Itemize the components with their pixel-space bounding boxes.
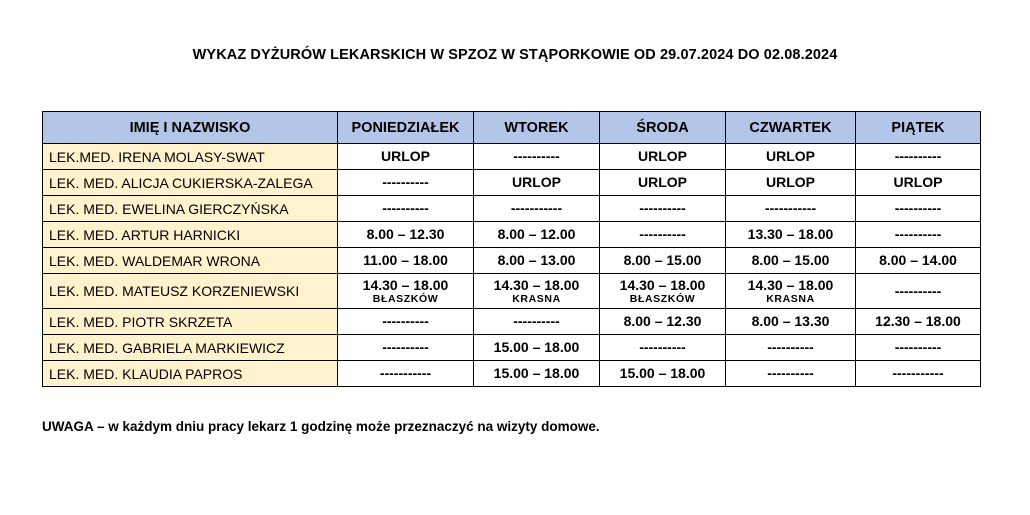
column-header-name: IMIĘ I NAZWISKO <box>43 112 338 144</box>
duty-cell <box>856 309 981 335</box>
duty-hours: 15.00 – 18.00 <box>493 339 580 355</box>
duty-cell <box>474 170 600 196</box>
duty-cell <box>474 196 600 222</box>
duty-hours: URLOP <box>512 174 561 190</box>
table-row <box>43 196 981 222</box>
duty-location: KRASNA <box>512 292 561 305</box>
duty-hours: 8.00 – 13.00 <box>497 252 576 268</box>
note-text: UWAGA – w każdym dniu pracy lekarz 1 godzinę może przeznaczyć na wizyty domowe. <box>42 419 600 434</box>
duty-hours: ---------- <box>894 282 942 299</box>
doctor-name-cell: LEK. MED. PIOTR SKRZETA <box>43 309 338 335</box>
duty-cell <box>474 361 600 387</box>
duty-hours: ---------- <box>894 148 942 164</box>
duty-hours: 8.00 – 13.30 <box>751 313 830 329</box>
duty-hours: ----------- <box>379 365 432 381</box>
duty-hours: 8.00 – 12.30 <box>623 313 702 329</box>
duty-hours: 14.30 – 18.00 <box>747 276 834 293</box>
duty-cell <box>726 222 856 248</box>
duty-cell <box>600 361 726 387</box>
table-row <box>43 144 981 170</box>
duty-cell <box>856 144 981 170</box>
duty-cell <box>474 335 600 361</box>
duty-cell <box>856 361 981 387</box>
table-row <box>43 361 981 387</box>
duty-hours: URLOP <box>638 148 687 164</box>
doctor-name-cell: LEK. MED. WALDEMAR WRONA <box>43 248 338 274</box>
duty-hours: 13.30 – 18.00 <box>747 226 834 242</box>
duty-cell <box>338 361 474 387</box>
duty-cell <box>726 274 856 309</box>
duty-hours: ---------- <box>382 339 429 355</box>
duty-cell <box>856 222 981 248</box>
duty-hours: 8.00 – 14.00 <box>879 252 957 268</box>
duty-cell <box>856 274 981 309</box>
duty-cell <box>856 196 981 222</box>
duty-cell <box>600 144 726 170</box>
duty-hours: 11.00 – 18.00 <box>363 252 448 268</box>
duty-hours: 14.30 – 18.00 <box>619 276 706 293</box>
table-row <box>43 222 981 248</box>
duty-cell <box>726 196 856 222</box>
doctor-name-cell: LEK. MED. GABRIELA MARKIEWICZ <box>43 335 338 361</box>
duty-hours: ---------- <box>767 339 814 355</box>
table-body <box>43 144 981 387</box>
duty-hours: URLOP <box>766 148 815 164</box>
duty-hours: ---------- <box>639 339 686 355</box>
duty-location: BŁASZKÓW <box>629 292 696 305</box>
duty-hours: URLOP <box>638 174 687 190</box>
duty-hours: 8.00 – 12.30 <box>366 226 445 242</box>
duty-hours: ----------- <box>892 365 944 381</box>
table-header-row <box>43 112 981 144</box>
table-row <box>43 274 981 309</box>
duty-hours: ---------- <box>513 148 560 164</box>
duty-hours: ---------- <box>382 200 429 216</box>
duty-cell <box>338 222 474 248</box>
table-row <box>43 248 981 274</box>
duty-hours: ----------- <box>764 200 817 216</box>
duty-cell <box>726 170 856 196</box>
duty-hours: ---------- <box>894 339 942 355</box>
doctor-name-cell: LEK. MED. ARTUR HARNICKI <box>43 222 338 248</box>
duty-schedule-table <box>42 111 981 387</box>
duty-cell <box>338 248 474 274</box>
duty-hours: ---------- <box>382 174 429 190</box>
doctor-name-cell: LEK. MED. ALICJA CUKIERSKA-ZALEGA <box>43 170 338 196</box>
duty-cell <box>600 309 726 335</box>
column-header-day: WTOREK <box>474 112 600 144</box>
column-header-day: ŚRODA <box>600 112 726 144</box>
duty-cell <box>474 248 600 274</box>
duty-cell <box>856 248 981 274</box>
duty-hours: 14.30 – 18.00 <box>362 276 449 293</box>
duty-cell <box>726 335 856 361</box>
doctor-name-cell: LEK. MED. KLAUDIA PAPROS <box>43 361 338 387</box>
duty-hours: URLOP <box>893 174 943 190</box>
duty-cell <box>726 361 856 387</box>
duty-cell <box>726 248 856 274</box>
column-header-day: PIĄTEK <box>856 112 981 144</box>
duty-cell <box>474 222 600 248</box>
duty-cell <box>600 196 726 222</box>
duty-hours: 12.30 – 18.00 <box>875 313 961 329</box>
duty-hours: ---------- <box>513 313 560 329</box>
table-row <box>43 335 981 361</box>
duty-hours: 14.30 – 18.00 <box>493 276 580 293</box>
duty-hours: ---------- <box>382 313 429 329</box>
duty-cell <box>474 309 600 335</box>
duty-cell <box>338 170 474 196</box>
column-header-day: PONIEDZIAŁEK <box>338 112 474 144</box>
duty-cell <box>600 222 726 248</box>
duty-hours: 8.00 – 15.00 <box>751 252 830 268</box>
duty-hours: 15.00 – 18.00 <box>493 365 580 381</box>
duty-hours: ---------- <box>894 200 942 216</box>
table-row <box>43 309 981 335</box>
duty-cell <box>600 170 726 196</box>
duty-cell <box>338 309 474 335</box>
duty-cell <box>600 274 726 309</box>
duty-hours: ---------- <box>639 200 686 216</box>
table-row <box>43 170 981 196</box>
duty-location: KRASNA <box>766 292 815 305</box>
duty-cell <box>338 274 474 309</box>
doctor-name-cell: LEK. MED. MATEUSZ KORZENIEWSKI <box>43 274 338 309</box>
doctor-name-cell: LEK.MED. IRENA MOLASY-SWAT <box>43 144 338 170</box>
duty-hours: ---------- <box>894 226 942 242</box>
column-header-day: CZWARTEK <box>726 112 856 144</box>
doctor-name-cell: LEK. MED. EWELINA GIERCZYŃSKA <box>43 196 338 222</box>
duty-hours: 8.00 – 15.00 <box>623 252 702 268</box>
page-title: WYKAZ DYŻURÓW LEKARSKICH W SPZOZ W STĄPORKOWIE OD 29.07.2024 DO 02.08.2024 <box>192 47 838 63</box>
duty-cell <box>856 335 981 361</box>
duty-cell <box>338 144 474 170</box>
duty-cell <box>338 335 474 361</box>
duty-cell <box>726 144 856 170</box>
duty-hours: URLOP <box>766 174 815 190</box>
duty-hours: 8.00 – 12.00 <box>497 226 576 242</box>
duty-hours: URLOP <box>381 148 430 164</box>
duty-cell <box>474 274 600 309</box>
duty-hours: ----------- <box>510 200 563 216</box>
duty-cell <box>338 196 474 222</box>
duty-hours: ---------- <box>639 226 686 242</box>
duty-cell <box>856 170 981 196</box>
duty-cell <box>600 335 726 361</box>
duty-cell <box>474 144 600 170</box>
duty-hours: ---------- <box>767 365 814 381</box>
duty-location: BŁASZKÓW <box>372 292 439 305</box>
duty-cell <box>600 248 726 274</box>
duty-cell <box>726 309 856 335</box>
duty-hours: 15.00 – 18.00 <box>619 365 706 381</box>
